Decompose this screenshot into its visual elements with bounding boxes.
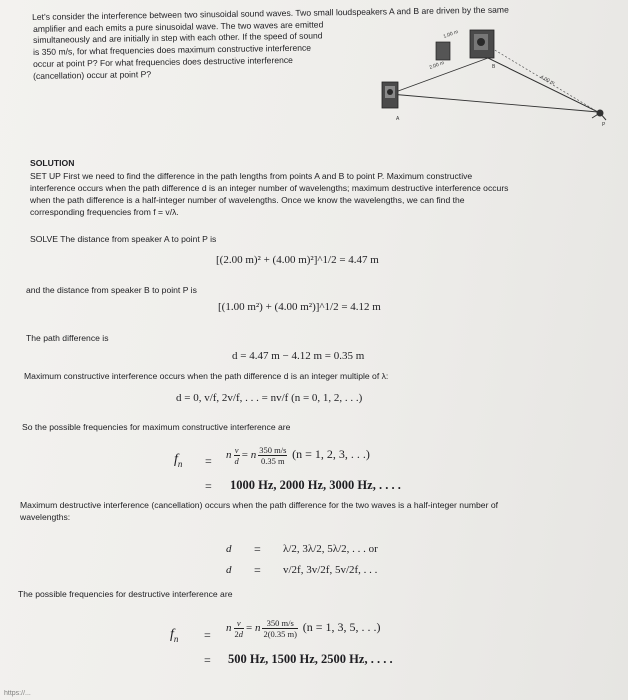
destructive-text-1: Maximum destructive interference (cancellation) occurs when the path difference for the two waves is a half-integer number of	[20, 500, 498, 510]
dist-top-label: 1.00 m	[442, 29, 460, 40]
equals-sign-5: =	[204, 628, 211, 642]
label-a: A	[396, 116, 400, 122]
solution-heading: SOLUTION	[30, 158, 75, 168]
eq-distance-a: [(2.00 m)² + (4.00 m)²]^1/2 = 4.47 m	[216, 254, 379, 266]
equals-sign-1: =	[205, 454, 212, 468]
fn-symbol-1: $f_n$	[174, 452, 183, 469]
speaker-a-icon	[382, 82, 398, 108]
dist-mid-label: 2.00 m	[428, 60, 446, 71]
problem-line-1: Let's consider the interference between two sinusoidal sound waves. Two small loudspeakers A and B are driven by the same	[32, 4, 509, 22]
listener-point-icon	[592, 110, 606, 121]
fn1-expression: n $\frac{v}{d}$ = n $\frac{350 m/s}{0.35 m}$ (n = 1, 2, 3, . . .)	[226, 445, 370, 466]
eq-distance-b: [(1.00 m²) + (4.00 m²)]^1/2 = 4.12 m	[218, 301, 381, 313]
fn2-values: 500 Hz, 1500 Hz, 2500 Hz, . . . .	[228, 652, 393, 666]
setup-line-1: SET UP First we need to find the difference in the path lengths from points A and B to point P. Maximum constructive	[30, 171, 473, 181]
problem-line-6: (cancellation) occur at point P?	[33, 69, 152, 81]
d-symbol-1: d	[226, 543, 232, 555]
cut-off-text: https://...	[4, 690, 31, 697]
fn1-values: 1000 Hz, 2000 Hz, 3000 Hz, . . . .	[230, 478, 401, 492]
eq-max-condition: d = 0, v/f, 2v/f, . . . = nv/f (n = 0, 1, 2, . . .)	[176, 392, 363, 404]
freq-max-text: So the possible frequencies for maximum constructive interference are	[22, 422, 291, 432]
destructive-text-2: wavelengths:	[20, 512, 71, 522]
fn2-numerator: 350 m/s	[262, 618, 298, 629]
speaker-b-icon	[470, 30, 494, 58]
eq-destructive-1: λ/2, 3λ/2, 5λ/2, . . . or	[283, 543, 378, 555]
fn2-range: (n = 1, 3, 5, . . .)	[302, 620, 381, 635]
eq-path-diff: d = 4.47 m − 4.12 m = 0.35 m	[232, 350, 365, 362]
problem-line-2: amplifier and each emits a pure sinusoidal wave. The two waves are emitted	[33, 19, 324, 34]
freq-destructive-text: The possible frequencies for destructive interference are	[18, 589, 233, 599]
label-p: P	[602, 122, 606, 128]
problem-line-4: is 350 m/s, for what frequencies does maximum constructive interference	[33, 42, 312, 57]
problem-line-5: occur at point P? For what frequencies does destructive interference	[33, 54, 293, 69]
equals-sign-3: =	[254, 542, 261, 556]
setup-line-3: when the path difference is a half-integer number of wavelengths. Once we know the wavelengths, we can find the	[30, 195, 465, 205]
equals-sign-6: =	[204, 653, 211, 667]
max-constructive-text: Maximum constructive interference occurs when the path difference d is an integer multiple of λ:	[24, 371, 389, 381]
setup-line-4: corresponding frequencies from f = v/λ.	[30, 207, 179, 217]
fn-symbol-2: $f_n$	[170, 627, 179, 644]
fn2-denominator: 2(0.35 m)	[263, 629, 297, 639]
speaker-diagram	[370, 16, 620, 136]
solve-a-text: SOLVE The distance from speaker A to point P is	[30, 234, 217, 244]
fn1-range: (n = 1, 2, 3, . . .)	[292, 447, 370, 462]
label-b: B	[492, 64, 496, 70]
problem-line-3: simultaneously and are initially in step with each other. If the speed of sound	[33, 30, 323, 45]
eq-destructive-2: v/2f, 3v/2f, 5v/2f, . . .	[283, 564, 378, 576]
fn1-numerator: 350 m/s	[259, 445, 287, 455]
path-diff-text: The path difference is	[26, 333, 109, 343]
dist-right-label: 4.00 m	[539, 74, 556, 87]
equals-sign-4: =	[254, 563, 261, 577]
fn1-denominator: 0.35 m	[260, 456, 285, 466]
fn2-expression: n $\frac{v}{2d}$ = n $\frac{350 m/s}{2(0.35 m)}$ (n = 1, 3, 5, . . .)	[226, 618, 381, 639]
speaker-small-icon	[436, 42, 450, 60]
d-symbol-2: d	[226, 564, 232, 576]
equals-sign-2: =	[205, 479, 212, 493]
solve-b-text: and the distance from speaker B to point P is	[26, 285, 197, 295]
setup-line-2: interference occurs when the path difference d is an integer number of wavelengths; maximum destructive interference occurs	[30, 183, 509, 193]
